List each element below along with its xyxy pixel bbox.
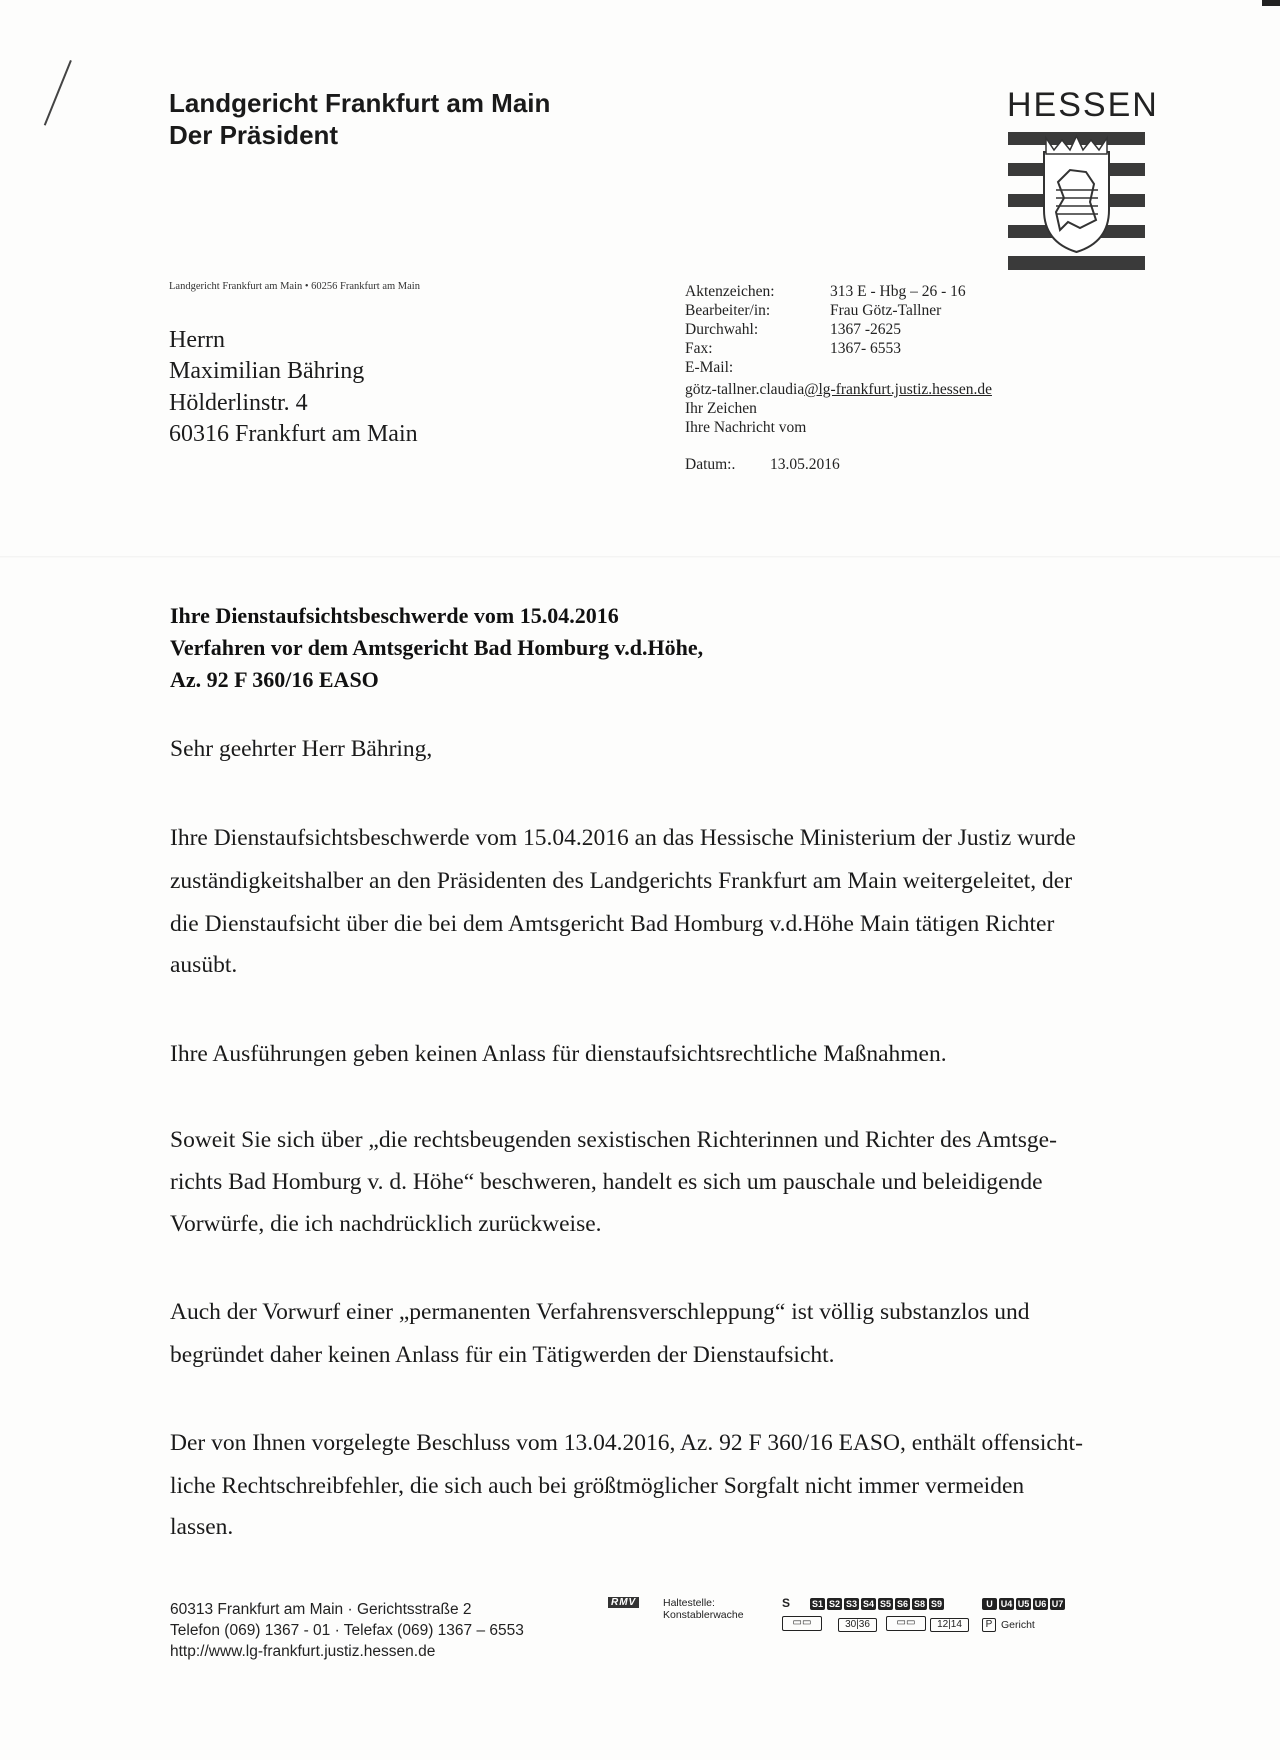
bearbeiter-label: Bearbeiter/in: (685, 302, 771, 319)
paragraph-1-line-4: ausübt. (170, 952, 238, 978)
email-label: E-Mail: (685, 359, 734, 376)
court-name: Landgericht Frankfurt am Main (169, 88, 551, 118)
s-bahn-icon: S (782, 1596, 791, 1610)
recipient-street: Hölderlinstr. 4 (169, 390, 308, 416)
fax-value: 1367- 6553 (830, 340, 902, 357)
paragraph-2-line-1: Ihre Ausführungen geben keinen Anlass für dienstaufsichtsrechtliche Maßnahmen. (170, 1041, 947, 1067)
subject-line-3: Az. 92 F 360/16 EASO (170, 667, 379, 692)
tram-icon: ▭▭ (886, 1616, 926, 1631)
paragraph-4-line-1: Auch der Vorwurf einer „permanenten Verfahrensverschleppung“ ist völlig substanzlos und (170, 1299, 1030, 1325)
stop-label: Haltestelle: (663, 1597, 715, 1609)
subject-line-2: Verfahren vor dem Amtsgericht Bad Homburg v.d.Höhe, (170, 635, 704, 660)
aktenzeichen-value: 313 E - Hbg – 26 - 16 (830, 283, 966, 300)
paragraph-1-line-1: Ihre Dienstaufsichtsbeschwerde vom 15.04.2016 an das Hessische Ministerium der Justiz wurde (170, 825, 1076, 851)
u-line-badge: U5 (1017, 1599, 1030, 1609)
email-domain-link[interactable]: @lg-frankfurt.justiz.hessen.de (804, 381, 992, 398)
subject-line-1: Ihre Dienstaufsichtsbeschwerde vom 15.04.2016 (170, 603, 619, 628)
bus-icon: ▭▭ (782, 1616, 822, 1631)
s-line-badge: S2 (828, 1599, 840, 1609)
paper-fold-line (0, 556, 1280, 558)
datum-value: 13.05.2016 (770, 456, 840, 473)
datum-label: Datum:. (685, 456, 736, 473)
durchwahl-value: 1367 -2625 (830, 321, 902, 338)
parking-text: Gericht (1001, 1619, 1035, 1631)
paragraph-1-line-2: zuständigkeitshalber an den Präsidenten des Landgerichts Frankfurt am Main weitergeleitet, der (170, 868, 1073, 894)
s-line-badge: S9 (930, 1599, 942, 1609)
tram-lines: 12|14 (930, 1618, 969, 1632)
paragraph-5-line-1: Der von Ihnen vorgelegte Beschluss vom 13.04.2016, Az. 92 F 360/16 EASO, enthält offensicht- (170, 1430, 1083, 1456)
rmv-logo: RMV (608, 1597, 639, 1608)
hessen-coat-of-arms-logo (1008, 132, 1145, 270)
footer-address: 60313 Frankfurt am Main · Gerichtsstraße 2 (170, 1601, 472, 1618)
stop-name: Konstablerwache (663, 1609, 744, 1621)
s-line-badge: S8 (913, 1599, 925, 1609)
paragraph-4-line-2: begründet daher keinen Anlass für ein Tätigwerden der Dienstaufsicht. (170, 1342, 835, 1368)
footer-website[interactable]: http://www.lg-frankfurt.justiz.hessen.de (170, 1643, 436, 1660)
u-line-badge: U7 (1051, 1599, 1064, 1609)
greeting: Sehr geehrter Herr Bähring, (170, 736, 433, 762)
recipient-salutation: Herrn (169, 327, 225, 353)
email-address (685, 381, 992, 399)
paragraph-5-line-3: lassen. (170, 1514, 234, 1540)
s-line-badge: S6 (896, 1599, 908, 1609)
paragraph-3-line-2: richts Bad Homburg v. d. Höhe“ beschweren, handelt es sich um pauschale und beleidigende (170, 1169, 1043, 1195)
sender-return-address: Landgericht Frankfurt am Main • 60256 Frankfurt am Main (169, 281, 420, 292)
u-line-badge: U (982, 1598, 997, 1610)
s-line-badge: S5 (879, 1599, 891, 1609)
paragraph-3-line-3: Vorwürfe, die ich nachdrücklich zurückweise. (170, 1211, 602, 1237)
paragraph-1-line-3: die Dienstaufsicht über die bei dem Amtsgericht Bad Homburg v.d.Höhe Main tätigen Richter (170, 911, 1055, 937)
ihre-nachricht-label: Ihre Nachricht vom (685, 419, 807, 436)
durchwahl-label: Durchwahl: (685, 321, 759, 338)
u-line-badge: U4 (1000, 1599, 1013, 1609)
parking-icon: P (982, 1618, 996, 1632)
aktenzeichen-label: Aktenzeichen: (685, 283, 775, 300)
public-transport-info (608, 1597, 1088, 1647)
paragraph-5-line-2: liche Rechtschreibfehler, die sich auch bei größtmöglicher Sorgfalt nicht immer vermeiden (170, 1473, 1025, 1499)
s-line-badge: S1 (811, 1599, 823, 1609)
bus-lines: 30|36 (838, 1618, 877, 1632)
u-line-badge: U6 (1034, 1599, 1047, 1609)
ihr-zeichen-label: Ihr Zeichen (685, 400, 757, 417)
bearbeiter-value: Frau Götz-Tallner (830, 302, 942, 319)
state-name: HESSEN (1007, 86, 1159, 124)
paragraph-3-line-1: Soweit Sie sich über „die rechtsbeugenden sexistischen Richterinnen und Richter des Amtsge- (170, 1127, 1057, 1153)
footer-phone-fax: Telefon (069) 1367 - 01 · Telefax (069) 1367 – 6553 (170, 1622, 524, 1639)
scan-corner-mark (1262, 0, 1280, 6)
s-line-badge: S4 (862, 1599, 874, 1609)
recipient-name: Maximilian Bähring (169, 358, 365, 384)
fax-label: Fax: (685, 340, 713, 357)
recipient-city: 60316 Frankfurt am Main (169, 421, 418, 447)
email-local-part: götz-tallner.claudia (685, 381, 805, 398)
court-president: Der Präsident (169, 120, 339, 150)
s-line-badge: S3 (845, 1599, 857, 1609)
